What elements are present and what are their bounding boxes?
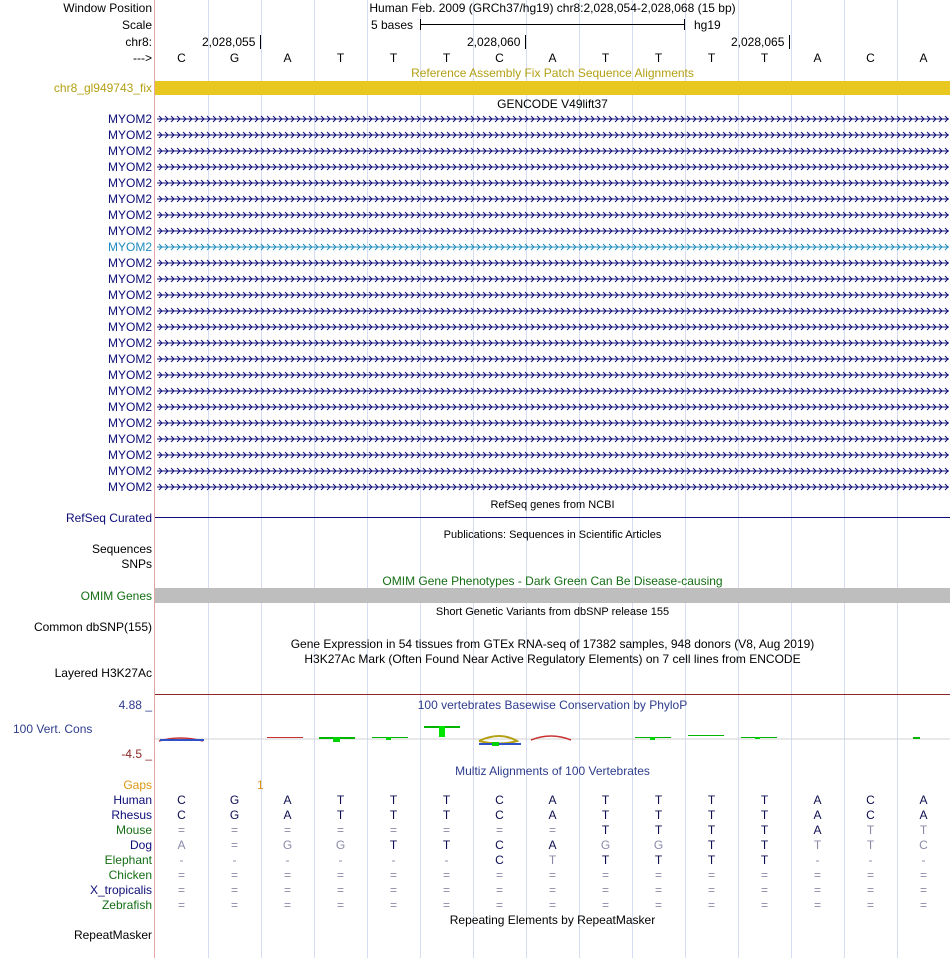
reference-base: C bbox=[177, 51, 186, 65]
gencode-gene-label[interactable]: MYOM2 bbox=[107, 368, 152, 382]
multiz-base: = bbox=[336, 883, 344, 897]
multiz-base: = bbox=[230, 823, 238, 837]
multiz-base: C bbox=[177, 793, 186, 807]
window-position-label: Window Position bbox=[63, 1, 152, 15]
multiz-base: T bbox=[760, 838, 769, 852]
multiz-base: A bbox=[283, 793, 292, 807]
reference-base: T bbox=[601, 51, 610, 65]
gtex-title: Gene Expression in 54 tissues from GTEx RNA-seq of 17382 samples, 948 donors (V8, Aug 2019) bbox=[290, 637, 815, 651]
reference-base: T bbox=[760, 51, 769, 65]
gencode-gene-label[interactable]: MYOM2 bbox=[107, 144, 152, 158]
multiz-base: = bbox=[601, 868, 609, 882]
multiz-base: = bbox=[230, 868, 238, 882]
multiz-species-label[interactable]: X_tropicalis bbox=[89, 883, 152, 897]
reference-base: A bbox=[813, 51, 822, 65]
conservation-pos-peak-2 bbox=[386, 737, 391, 740]
multiz-base: = bbox=[601, 898, 609, 912]
position-tick-2: 2,028,060 bbox=[467, 35, 521, 49]
multiz-base: = bbox=[548, 868, 556, 882]
reference-base: T bbox=[654, 51, 663, 65]
multiz-species-label[interactable]: Human bbox=[113, 793, 152, 807]
multiz-base: = bbox=[548, 883, 556, 897]
multiz-base: T bbox=[601, 823, 610, 837]
multiz-base: A bbox=[813, 823, 822, 837]
multiz-base: C bbox=[866, 808, 875, 822]
multiz-species-label[interactable]: Zebrafish bbox=[101, 898, 152, 912]
omim-label[interactable]: OMIM Genes bbox=[80, 589, 152, 603]
multiz-base: A bbox=[919, 808, 928, 822]
conservation-graph[interactable] bbox=[155, 720, 950, 750]
conservation-neg-bar-3 bbox=[479, 743, 521, 745]
gencode-gene-label[interactable]: MYOM2 bbox=[107, 400, 152, 414]
dbsnp-label[interactable]: Common dbSNP(155) bbox=[33, 620, 152, 634]
repeatmasker-title: Repeating Elements by RepeatMasker bbox=[449, 913, 656, 927]
multiz-base: = bbox=[283, 823, 291, 837]
scale-bar-right-tick bbox=[684, 19, 685, 30]
multiz-base: - bbox=[868, 853, 873, 867]
reference-base: C bbox=[495, 51, 504, 65]
gencode-gene-label[interactable]: MYOM2 bbox=[107, 448, 152, 462]
multiz-base: T bbox=[336, 793, 345, 807]
multiz-base: G bbox=[335, 838, 346, 852]
multiz-base: A bbox=[548, 838, 557, 852]
multiz-base: - bbox=[232, 853, 237, 867]
conservation-label[interactable]: 100 Vert. Cons bbox=[13, 722, 93, 736]
conservation-pos-peak-5 bbox=[650, 737, 655, 740]
h3k27ac-title: H3K27Ac Mark (Often Found Near Active Regulatory Elements) on 7 cell lines from ENCODE bbox=[304, 652, 801, 666]
conservation-max-label: 4.88 _ bbox=[118, 698, 152, 712]
multiz-base: = bbox=[177, 868, 185, 882]
multiz-base: = bbox=[760, 898, 768, 912]
gencode-gene-label[interactable]: MYOM2 bbox=[107, 208, 152, 222]
assembly-position-text: Human Feb. 2009 (GRCh37/hg19) chr8:2,028,054-2,028,068 (15 bp) bbox=[369, 1, 736, 15]
reference-base: T bbox=[336, 51, 345, 65]
multiz-base: = bbox=[654, 868, 662, 882]
conservation-pos-bar-5 bbox=[688, 735, 724, 736]
reference-base: C bbox=[866, 51, 875, 65]
multiz-base: C bbox=[495, 808, 504, 822]
multiz-base: = bbox=[389, 823, 397, 837]
multiz-base: - bbox=[338, 853, 343, 867]
gencode-transcript-line[interactable] bbox=[157, 337, 949, 349]
multiz-base: = bbox=[442, 898, 450, 912]
reference-base: A bbox=[548, 51, 557, 65]
multiz-base: = bbox=[177, 883, 185, 897]
multiz-base: T bbox=[707, 838, 716, 852]
multiz-base: T bbox=[442, 838, 451, 852]
position-tick-3: 2,028,065 bbox=[731, 35, 785, 49]
multiz-base: T bbox=[866, 838, 875, 852]
gencode-transcript-line[interactable] bbox=[157, 305, 949, 317]
fix-patch-bar[interactable] bbox=[155, 81, 950, 95]
gencode-gene-label[interactable]: MYOM2 bbox=[107, 416, 152, 430]
multiz-base: = bbox=[919, 883, 927, 897]
multiz-base: = bbox=[177, 823, 185, 837]
multiz-base: = bbox=[919, 868, 927, 882]
multiz-base: T bbox=[389, 808, 398, 822]
reference-base: T bbox=[442, 51, 451, 65]
gencode-transcript-line[interactable] bbox=[157, 369, 949, 381]
multiz-base: = bbox=[813, 868, 821, 882]
repeatmasker-label[interactable]: RepeatMasker bbox=[73, 928, 152, 942]
position-tick-mark-2 bbox=[525, 35, 526, 49]
gencode-gene-label[interactable]: MYOM2 bbox=[107, 176, 152, 190]
multiz-base: = bbox=[654, 883, 662, 897]
multiz-base: T bbox=[919, 823, 928, 837]
chrom-label: chr8: bbox=[125, 35, 152, 49]
multiz-base: T bbox=[707, 808, 716, 822]
refseq-title: RefSeq genes from NCBI bbox=[490, 499, 615, 511]
gencode-transcript-line[interactable] bbox=[157, 113, 949, 125]
multiz-base: T bbox=[654, 853, 663, 867]
gencode-transcript-line[interactable] bbox=[157, 209, 949, 221]
multiz-base: A bbox=[813, 793, 822, 807]
multiz-base: = bbox=[707, 898, 715, 912]
multiz-base: T bbox=[654, 808, 663, 822]
multiz-base: C bbox=[866, 793, 875, 807]
multiz-base: = bbox=[336, 868, 344, 882]
gencode-transcript-line[interactable] bbox=[157, 289, 949, 301]
multiz-base: C bbox=[495, 838, 504, 852]
multiz-base: T bbox=[601, 853, 610, 867]
multiz-base: T bbox=[442, 793, 451, 807]
multiz-base: C bbox=[919, 838, 928, 852]
publications-sequences-label[interactable]: Sequences bbox=[91, 542, 152, 556]
multiz-base: = bbox=[283, 898, 291, 912]
multiz-base: = bbox=[760, 868, 768, 882]
multiz-base: G bbox=[229, 793, 240, 807]
gencode-transcript-line[interactable] bbox=[157, 129, 949, 141]
scale-bar-left-tick bbox=[420, 19, 421, 30]
reference-base: G bbox=[229, 51, 240, 65]
multiz-base: - bbox=[921, 853, 926, 867]
gencode-transcript-line[interactable] bbox=[157, 257, 949, 269]
gencode-transcript-line[interactable] bbox=[157, 353, 949, 365]
gencode-transcript-line[interactable] bbox=[157, 385, 949, 397]
multiz-base: = bbox=[707, 883, 715, 897]
multiz-base: T bbox=[707, 793, 716, 807]
multiz-base: = bbox=[177, 898, 185, 912]
multiz-base: = bbox=[495, 823, 503, 837]
gencode-gene-label[interactable]: MYOM2 bbox=[107, 192, 152, 206]
multiz-base: = bbox=[230, 898, 238, 912]
multiz-base: = bbox=[548, 823, 556, 837]
dbsnp-title: Short Genetic Variants from dbSNP release 155 bbox=[435, 606, 670, 618]
conservation-min-label: -4.5 _ bbox=[121, 747, 152, 761]
multiz-base: = bbox=[707, 868, 715, 882]
publications-snps-label[interactable]: SNPs bbox=[121, 557, 152, 571]
scale-label: Scale bbox=[121, 18, 152, 32]
omim-gene-bar[interactable] bbox=[155, 588, 950, 603]
h3k27ac-baseline bbox=[155, 694, 950, 695]
gencode-transcript-line[interactable] bbox=[157, 401, 949, 413]
multiz-base: = bbox=[866, 868, 874, 882]
gencode-transcript-line[interactable] bbox=[157, 177, 949, 189]
multiz-species-label[interactable]: Chicken bbox=[108, 868, 152, 882]
gencode-transcript-line[interactable] bbox=[157, 193, 949, 205]
multiz-base: - bbox=[179, 853, 184, 867]
multiz-base: A bbox=[548, 793, 557, 807]
multiz-base: = bbox=[389, 868, 397, 882]
multiz-base: T bbox=[866, 823, 875, 837]
multiz-base: A bbox=[548, 808, 557, 822]
scale-bar bbox=[420, 24, 685, 25]
conservation-title: 100 vertebrates Basewise Conservation by PhyloP bbox=[417, 698, 688, 712]
multiz-base: = bbox=[283, 868, 291, 882]
gencode-gene-label[interactable]: MYOM2 bbox=[107, 288, 152, 302]
multiz-base: T bbox=[336, 808, 345, 822]
multiz-base: C bbox=[177, 808, 186, 822]
multiz-base: G bbox=[229, 808, 240, 822]
reference-base: T bbox=[389, 51, 398, 65]
h3k27ac-label[interactable]: Layered H3K27Ac bbox=[54, 666, 152, 680]
multiz-base: T bbox=[813, 838, 822, 852]
gencode-transcript-line[interactable] bbox=[157, 321, 949, 333]
multiz-base: - bbox=[285, 853, 290, 867]
multiz-base: = bbox=[389, 898, 397, 912]
conservation-neg-bar-2 bbox=[267, 737, 303, 738]
gencode-title: GENCODE V49lift37 bbox=[497, 97, 608, 111]
multiz-species-label[interactable]: Rhesus bbox=[111, 808, 152, 822]
reference-base: A bbox=[919, 51, 928, 65]
conservation-neg-bar-1 bbox=[160, 739, 204, 741]
multiz-base: T bbox=[548, 853, 557, 867]
gencode-gene-label[interactable]: MYOM2 bbox=[107, 432, 152, 446]
position-tick-mark-3 bbox=[789, 35, 790, 49]
gencode-transcript-line[interactable] bbox=[157, 465, 949, 477]
conservation-pos-bar-7 bbox=[913, 737, 920, 739]
multiz-base: = bbox=[866, 883, 874, 897]
conservation-pos-peak-1 bbox=[333, 737, 340, 742]
multiz-title: Multiz Alignments of 100 Vertebrates bbox=[455, 764, 650, 778]
multiz-base: T bbox=[760, 808, 769, 822]
multiz-base: T bbox=[654, 823, 663, 837]
multiz-base: T bbox=[601, 793, 610, 807]
gencode-gene-label[interactable]: MYOM2 bbox=[107, 112, 152, 126]
multiz-base: A bbox=[919, 793, 928, 807]
strand-label: ---> bbox=[133, 51, 152, 65]
multiz-base: = bbox=[442, 823, 450, 837]
gencode-gene-label[interactable]: MYOM2 bbox=[107, 240, 152, 254]
multiz-base: T bbox=[389, 793, 398, 807]
multiz-base: G bbox=[653, 838, 664, 852]
multiz-base: = bbox=[336, 898, 344, 912]
conservation-pos-peak-4 bbox=[492, 742, 499, 746]
multiz-base: A bbox=[283, 808, 292, 822]
multiz-base: T bbox=[442, 808, 451, 822]
gencode-gene-label[interactable]: MYOM2 bbox=[107, 256, 152, 270]
multiz-base: = bbox=[601, 883, 609, 897]
conservation-pos-peak-6 bbox=[755, 737, 760, 739]
multiz-base: = bbox=[442, 883, 450, 897]
gencode-transcript-line[interactable] bbox=[157, 433, 949, 445]
multiz-base: = bbox=[813, 883, 821, 897]
gencode-gene-label[interactable]: MYOM2 bbox=[107, 224, 152, 238]
fix-patch-title: Reference Assembly Fix Patch Sequence Alignments bbox=[411, 66, 694, 80]
multiz-base: = bbox=[336, 823, 344, 837]
gencode-transcript-line[interactable] bbox=[157, 273, 949, 285]
gencode-transcript-line[interactable] bbox=[157, 449, 949, 461]
multiz-base: A bbox=[813, 808, 822, 822]
multiz-base: = bbox=[230, 883, 238, 897]
multiz-base: T bbox=[760, 793, 769, 807]
multiz-base: - bbox=[815, 853, 820, 867]
multiz-base: = bbox=[813, 898, 821, 912]
gencode-transcript-line[interactable] bbox=[157, 481, 949, 493]
gencode-transcript-line[interactable] bbox=[157, 161, 949, 173]
reference-base: A bbox=[283, 51, 292, 65]
refseq-gene-line[interactable] bbox=[155, 517, 950, 518]
gencode-gene-label[interactable]: MYOM2 bbox=[107, 320, 152, 334]
gencode-gene-label[interactable]: MYOM2 bbox=[107, 160, 152, 174]
multiz-species-label[interactable]: Elephant bbox=[104, 853, 152, 867]
multiz-base: = bbox=[230, 838, 238, 852]
multiz-base: = bbox=[654, 898, 662, 912]
fix-patch-label[interactable]: chr8_gl949743_fix bbox=[53, 81, 152, 95]
refseq-label[interactable]: RefSeq Curated bbox=[65, 511, 152, 525]
gencode-gene-label[interactable]: MYOM2 bbox=[107, 272, 152, 286]
multiz-base: - bbox=[391, 853, 396, 867]
position-tick-1: 2,028,055 bbox=[202, 35, 256, 49]
conservation-pos-peak-3 bbox=[439, 726, 445, 737]
multiz-base: G bbox=[282, 838, 293, 852]
multiz-base: = bbox=[760, 883, 768, 897]
multiz-base: T bbox=[760, 853, 769, 867]
multiz-base: = bbox=[495, 883, 503, 897]
gencode-gene-label[interactable]: MYOM2 bbox=[107, 336, 152, 350]
multiz-base: = bbox=[866, 898, 874, 912]
gaps-label: Gaps bbox=[123, 778, 152, 792]
gencode-gene-label[interactable]: MYOM2 bbox=[107, 480, 152, 494]
gaps-value: 1 bbox=[257, 778, 264, 792]
gencode-transcript-line[interactable] bbox=[157, 241, 949, 253]
omim-title: OMIM Gene Phenotypes - Dark Green Can Be Disease-causing bbox=[382, 574, 723, 588]
gencode-transcript-line[interactable] bbox=[157, 145, 949, 157]
reference-base: T bbox=[707, 51, 716, 65]
multiz-base: = bbox=[283, 883, 291, 897]
gencode-transcript-line[interactable] bbox=[157, 225, 949, 237]
multiz-species-label[interactable]: Mouse bbox=[115, 823, 152, 837]
gencode-gene-label[interactable]: MYOM2 bbox=[107, 464, 152, 478]
multiz-base: C bbox=[495, 853, 504, 867]
multiz-base: = bbox=[495, 898, 503, 912]
gencode-gene-label[interactable]: MYOM2 bbox=[107, 384, 152, 398]
multiz-base: T bbox=[389, 838, 398, 852]
gencode-gene-label[interactable]: MYOM2 bbox=[107, 128, 152, 142]
position-tick-mark-1 bbox=[260, 35, 261, 49]
multiz-species-label[interactable]: Dog bbox=[129, 838, 152, 852]
multiz-base: = bbox=[919, 898, 927, 912]
multiz-base: T bbox=[654, 793, 663, 807]
multiz-base: = bbox=[495, 868, 503, 882]
gencode-transcript-line[interactable] bbox=[157, 417, 949, 429]
multiz-base: = bbox=[548, 898, 556, 912]
gencode-gene-label[interactable]: MYOM2 bbox=[107, 352, 152, 366]
publications-title: Publications: Sequences in Scientific Articles bbox=[443, 529, 662, 541]
scale-assembly-text: hg19 bbox=[694, 18, 721, 32]
multiz-base: = bbox=[442, 868, 450, 882]
gencode-gene-label[interactable]: MYOM2 bbox=[107, 304, 152, 318]
multiz-base: T bbox=[601, 808, 610, 822]
scale-bases-text: 5 bases bbox=[371, 18, 414, 32]
multiz-base: G bbox=[600, 838, 611, 852]
multiz-base: - bbox=[444, 853, 449, 867]
multiz-base: A bbox=[177, 838, 186, 852]
multiz-base: = bbox=[389, 883, 397, 897]
multiz-base: C bbox=[495, 793, 504, 807]
multiz-base: T bbox=[707, 853, 716, 867]
multiz-base: T bbox=[760, 823, 769, 837]
multiz-base: T bbox=[707, 823, 716, 837]
